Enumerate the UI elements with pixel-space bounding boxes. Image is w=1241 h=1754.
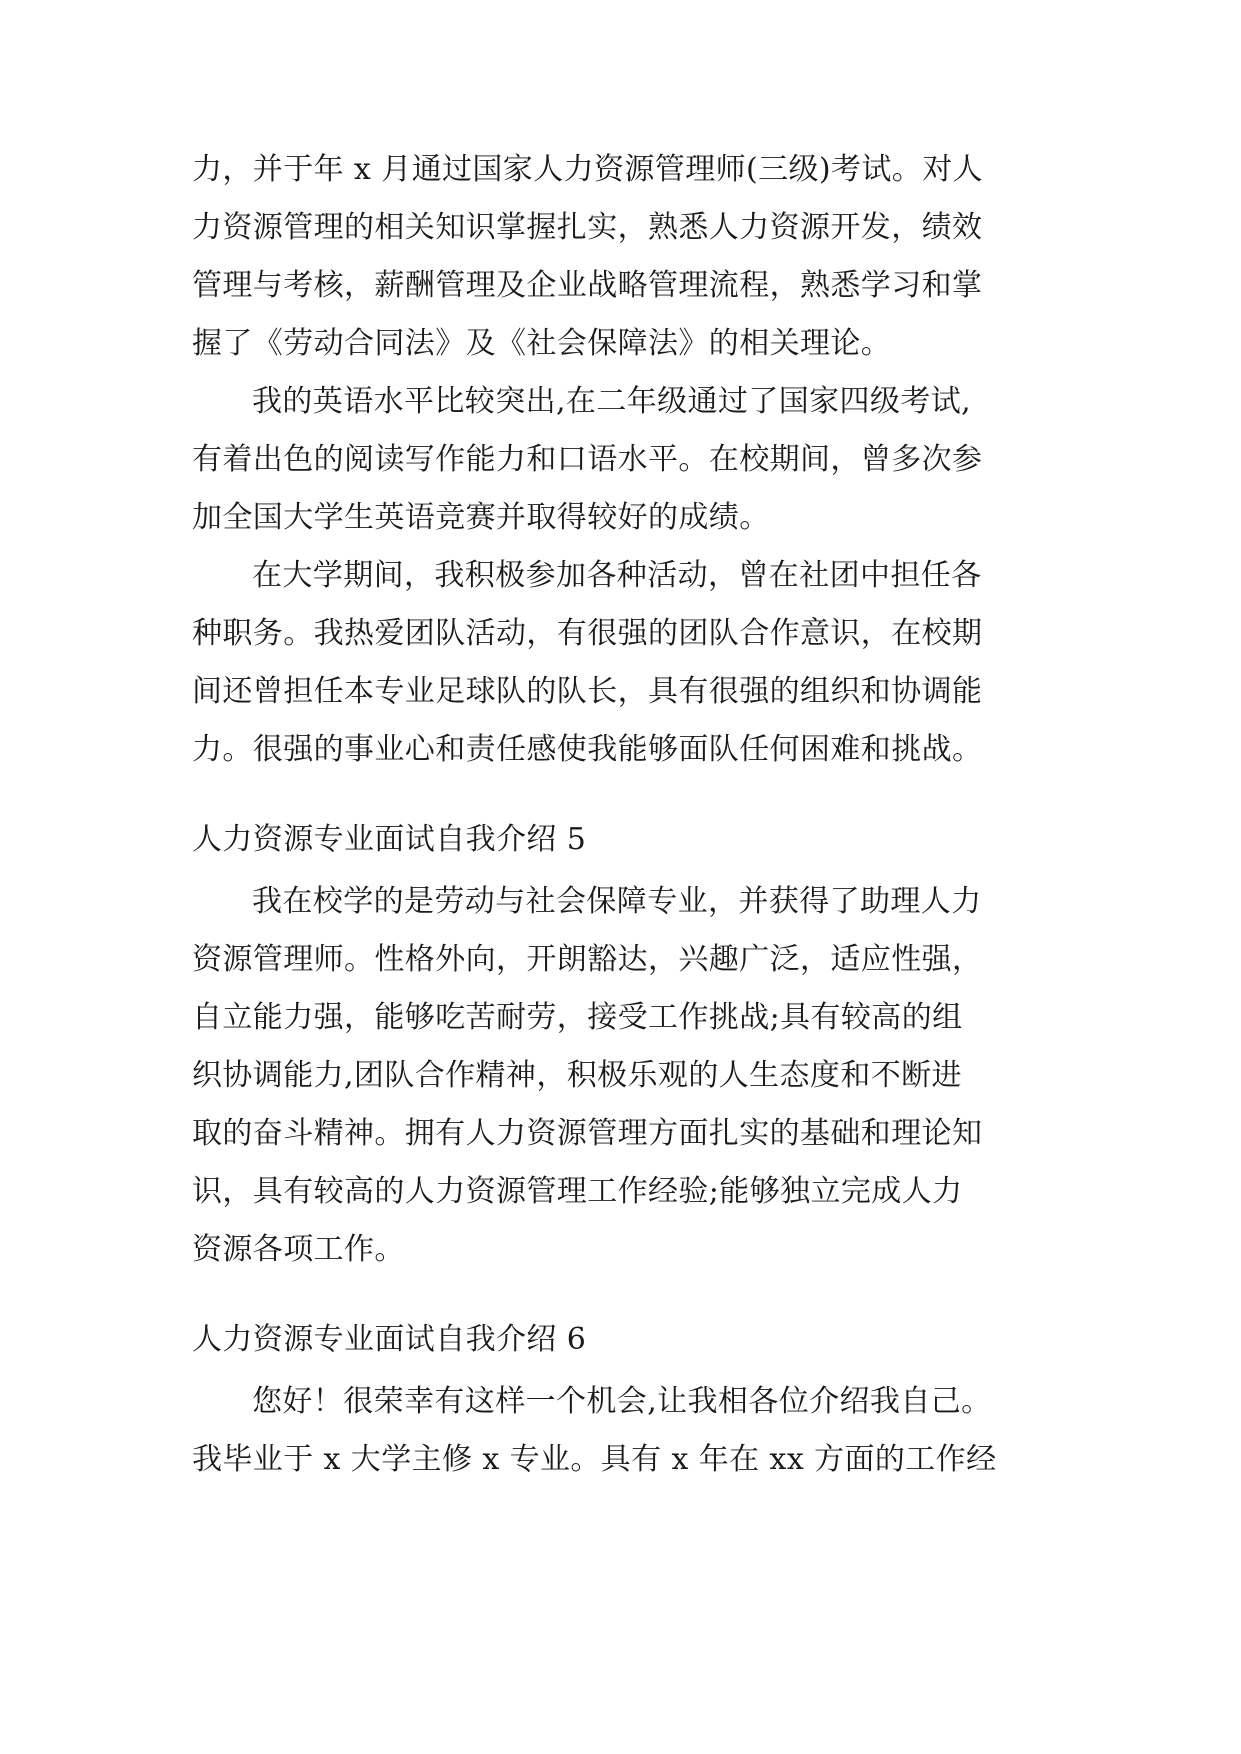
text-line: 种职务。我热爱团队活动，有很强的团队合作意识，在校期 [192, 616, 983, 651]
text-line: 资源各项工作。 [192, 1232, 405, 1267]
text-line: 我在校学的是劳动与社会保障专业，并获得了助理人力 [252, 884, 982, 919]
text-line: 力，并于年 x 月通过国家人力资源管理师(三级)考试。对人 [192, 152, 983, 187]
text-line: 加全国大学生英语竞赛并取得较好的成绩。 [192, 500, 770, 535]
text-line: 您好！很荣幸有这样一个机会,让我相各位介绍我自己。 [252, 1384, 992, 1419]
text-line: 织协调能力,团队合作精神，积极乐观的人生态度和不断进 [192, 1058, 962, 1093]
section-heading: 人力资源专业面试自我介绍 5 [192, 822, 587, 857]
text-line: 在大学期间，我积极参加各种活动，曾在社团中担任各 [252, 558, 982, 593]
text-line: 我毕业于 x 大学主修 x 专业。具有 x 年在 xx 方面的工作经 [192, 1442, 997, 1477]
text-line: 有着出色的阅读写作能力和口语水平。在校期间，曾多次参 [192, 442, 983, 477]
text-line: 我的英语水平比较突出,在二年级通过了国家四级考试, [252, 384, 972, 419]
text-line: 取的奋斗精神。拥有人力资源管理方面扎实的基础和理论知 [192, 1116, 983, 1151]
text-line: 握了《劳动合同法》及《社会保障法》的相关理论。 [192, 326, 892, 361]
text-line: 管理与考核，薪酬管理及企业战略管理流程，熟悉学习和掌 [192, 268, 983, 303]
text-line: 力资源管理的相关知识掌握扎实，熟悉人力资源开发，绩效 [192, 210, 983, 245]
text-line: 力。很强的事业心和责任感使我能够面队任何困难和挑战。 [192, 732, 983, 767]
text-line: 识，具有较高的人力资源管理工作经验;能够独立完成人力 [192, 1174, 963, 1209]
text-line: 间还曾担任本专业足球队的队长，具有很强的组织和协调能 [192, 674, 983, 709]
text-line: 自立能力强，能够吃苦耐劳，接受工作挑战;具有较高的组 [192, 1000, 963, 1035]
text-line: 资源管理师。性格外向，开朗豁达，兴趣广泛，适应性强， [192, 942, 983, 977]
section-heading: 人力资源专业面试自我介绍 6 [192, 1322, 587, 1357]
